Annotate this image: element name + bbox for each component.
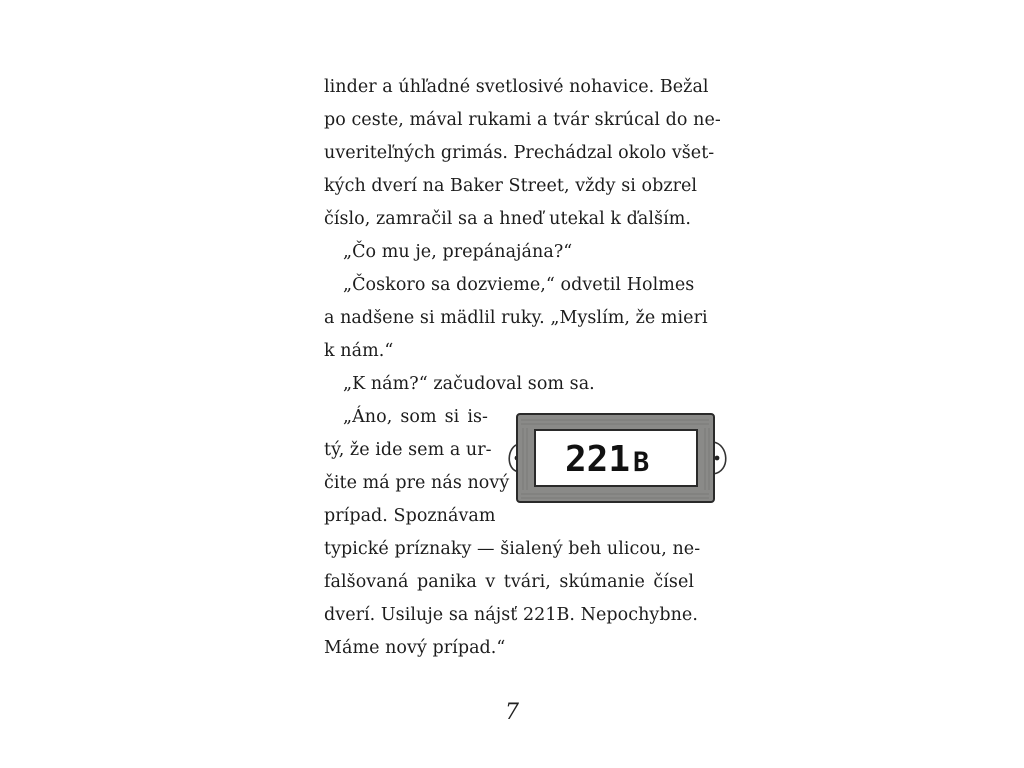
- text-line: „Čo mu je, prepánajána?“: [343, 242, 573, 262]
- text-line: a nadšene si mädlil ruky. „Myslím, že mieri: [324, 308, 708, 328]
- text-line: falšovaná panika v tvári, skúmanie čísel: [324, 572, 694, 592]
- text-line: číslo, zamračil sa a hneď utekal k ďalším.: [324, 209, 691, 229]
- text-line: „Čoskoro sa dozvieme,“ odvetil Holmes: [343, 275, 695, 295]
- text-line: k nám.“: [324, 341, 394, 361]
- text-line: kých dverí na Baker Street, vždy si obzrel: [324, 176, 698, 196]
- page-number: 7: [505, 700, 519, 725]
- text-line: tý, že ide sem a ur-: [324, 440, 492, 460]
- text-line: prípad. Spoznávam: [324, 506, 496, 526]
- text-line: typické príznaky — šialený beh ulicou, ne-: [324, 539, 701, 559]
- plaque-letter: B: [633, 447, 650, 478]
- text-line: čite má pre nás nový: [324, 473, 510, 493]
- body-text: [324, 0, 721, 768]
- text-line: dverí. Usiluje sa nájsť 221B. Nepochybne.: [324, 605, 698, 625]
- door-number-plaque-illustration: [505, 410, 730, 506]
- text-line: linder a úhľadné svetlosivé nohavice. Bežal: [324, 77, 709, 97]
- text-line: „Áno, som si is-: [343, 407, 488, 427]
- text-line: po ceste, mával rukami a tvár skrúcal do ne-: [324, 110, 721, 130]
- text-line: „K nám?“ začudoval som sa.: [343, 374, 595, 394]
- plaque-number: 221: [565, 439, 631, 480]
- text-line: Máme nový prípad.“: [324, 638, 506, 658]
- text-line: uveriteľných grimás. Prechádzal okolo všet-: [324, 143, 715, 163]
